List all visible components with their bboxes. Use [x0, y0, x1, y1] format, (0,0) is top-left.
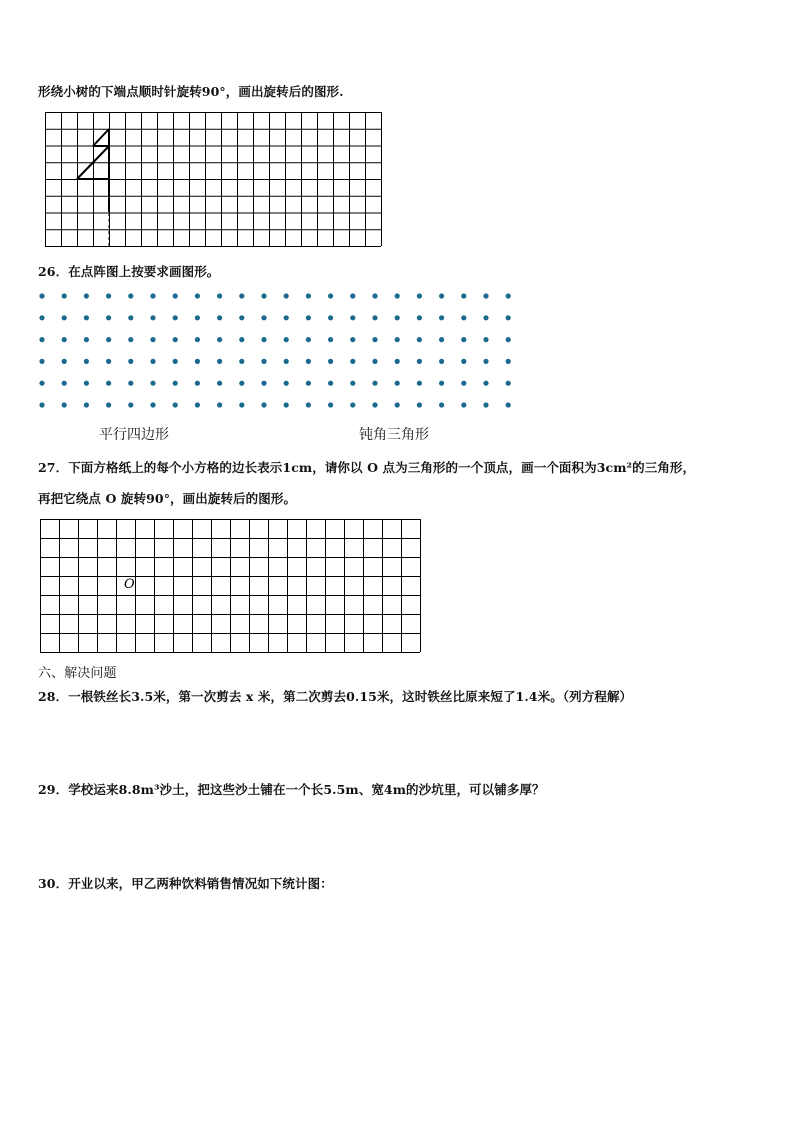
dot[interactable] [62, 359, 67, 364]
dot[interactable] [506, 315, 511, 320]
dot[interactable] [173, 293, 178, 298]
dot[interactable] [217, 337, 222, 342]
dot[interactable] [173, 402, 178, 407]
q27-text-line1: 27．下面方格纸上的每个小方格的边长表示1cm，请你以 O 点为三角形的一个顶点，画一个面积为3cm²的三角形， [38, 460, 696, 475]
dot[interactable] [417, 402, 422, 407]
dot[interactable] [150, 381, 155, 386]
dot[interactable] [62, 315, 67, 320]
dot[interactable] [461, 381, 466, 386]
dot[interactable] [372, 293, 377, 298]
dot[interactable] [483, 337, 488, 342]
dot[interactable] [84, 337, 89, 342]
dot[interactable] [195, 381, 200, 386]
dot[interactable] [483, 381, 488, 386]
dot[interactable] [350, 359, 355, 364]
dot[interactable] [128, 381, 133, 386]
q30-text: 30．开业以来，甲乙两种饮料销售情况如下统计图： [38, 876, 333, 891]
dot[interactable] [372, 359, 377, 364]
dot[interactable] [372, 381, 377, 386]
dot[interactable] [506, 381, 511, 386]
dot[interactable] [261, 381, 266, 386]
dot[interactable] [261, 402, 266, 407]
dot[interactable] [195, 293, 200, 298]
dot[interactable] [39, 337, 44, 342]
dot[interactable] [328, 359, 333, 364]
dot[interactable] [84, 359, 89, 364]
q27-text-line2: 再把它绕点 O 旋转90°，画出旋转后的图形。 [38, 491, 297, 506]
dot[interactable] [284, 402, 289, 407]
dot[interactable] [173, 381, 178, 386]
dot[interactable] [173, 337, 178, 342]
dot[interactable] [483, 315, 488, 320]
dot[interactable] [284, 381, 289, 386]
dot[interactable] [417, 337, 422, 342]
dot[interactable] [39, 293, 44, 298]
section6-title: 六、解决问题 [38, 666, 117, 681]
dot[interactable] [128, 402, 133, 407]
dot[interactable] [506, 359, 511, 364]
dot[interactable] [506, 402, 511, 407]
dot[interactable] [461, 337, 466, 342]
dot[interactable] [261, 337, 266, 342]
q26-dot-grid[interactable] [36, 290, 516, 410]
dot[interactable] [239, 381, 244, 386]
dot[interactable] [328, 337, 333, 342]
dot[interactable] [439, 402, 444, 407]
dot[interactable] [128, 293, 133, 298]
dot[interactable] [150, 359, 155, 364]
dot[interactable] [461, 315, 466, 320]
dot[interactable] [84, 402, 89, 407]
dot[interactable] [106, 359, 111, 364]
dot[interactable] [395, 402, 400, 407]
dot[interactable] [328, 402, 333, 407]
dot[interactable] [395, 293, 400, 298]
dot[interactable] [62, 293, 67, 298]
dot[interactable] [372, 402, 377, 407]
dot[interactable] [417, 315, 422, 320]
dot[interactable] [506, 337, 511, 342]
dot[interactable] [39, 402, 44, 407]
dot[interactable] [306, 381, 311, 386]
dot[interactable] [395, 315, 400, 320]
dot[interactable] [306, 337, 311, 342]
dot[interactable] [195, 337, 200, 342]
dot[interactable] [328, 293, 333, 298]
dot[interactable] [439, 293, 444, 298]
dot[interactable] [461, 293, 466, 298]
dot[interactable] [239, 337, 244, 342]
dot[interactable] [239, 359, 244, 364]
dot[interactable] [350, 402, 355, 407]
dot[interactable] [306, 315, 311, 320]
dot[interactable] [106, 337, 111, 342]
dot[interactable] [439, 337, 444, 342]
dot[interactable] [506, 293, 511, 298]
dot[interactable] [150, 293, 155, 298]
dot[interactable] [328, 381, 333, 386]
dot[interactable] [128, 337, 133, 342]
dot[interactable] [439, 315, 444, 320]
dot[interactable] [284, 293, 289, 298]
dot[interactable] [261, 359, 266, 364]
dot[interactable] [39, 381, 44, 386]
dot[interactable] [217, 402, 222, 407]
q25-text: 形绕小树的下端点顺时针旋转90°，画出旋转后的图形. [38, 84, 344, 99]
dot[interactable] [350, 337, 355, 342]
dot[interactable] [417, 381, 422, 386]
dot[interactable] [239, 315, 244, 320]
q29-text: 29．学校运来8.8m³沙土，把这些沙土铺在一个长5.5m、宽4m的沙坑里，可以铺多厚？ [38, 782, 545, 797]
dot[interactable] [128, 315, 133, 320]
dot[interactable] [128, 359, 133, 364]
dot[interactable] [84, 315, 89, 320]
dot[interactable] [195, 359, 200, 364]
dot[interactable] [217, 315, 222, 320]
q25-grid [45, 112, 382, 247]
dot[interactable] [106, 402, 111, 407]
dot[interactable] [461, 402, 466, 407]
dot[interactable] [150, 402, 155, 407]
dot[interactable] [84, 293, 89, 298]
dot[interactable] [62, 337, 67, 342]
dot[interactable] [395, 381, 400, 386]
dot[interactable] [483, 293, 488, 298]
dot[interactable] [239, 402, 244, 407]
dot[interactable] [217, 293, 222, 298]
dot[interactable] [439, 359, 444, 364]
dot[interactable] [106, 315, 111, 320]
q27-point-o-label: O [124, 577, 135, 592]
dot[interactable] [195, 402, 200, 407]
dot[interactable] [173, 315, 178, 320]
dot[interactable] [350, 315, 355, 320]
dot[interactable] [284, 359, 289, 364]
dot[interactable] [39, 315, 44, 320]
dot[interactable] [461, 359, 466, 364]
dot[interactable] [306, 359, 311, 364]
dot[interactable] [195, 315, 200, 320]
dot[interactable] [84, 381, 89, 386]
dot[interactable] [150, 315, 155, 320]
dot[interactable] [284, 315, 289, 320]
dot[interactable] [106, 293, 111, 298]
dot[interactable] [106, 381, 111, 386]
dot[interactable] [39, 359, 44, 364]
dot[interactable] [372, 315, 377, 320]
dot[interactable] [150, 337, 155, 342]
q28-text: 28．一根铁丝长3.5米，第一次剪去 x 米，第二次剪去0.15米，这时铁丝比原来短了1.4米。（列方程解） [38, 689, 633, 704]
dot[interactable] [217, 359, 222, 364]
dot[interactable] [261, 315, 266, 320]
q27-grid[interactable] [40, 519, 421, 652]
dot[interactable] [483, 402, 488, 407]
dot[interactable] [261, 293, 266, 298]
dot[interactable] [483, 359, 488, 364]
dot[interactable] [62, 402, 67, 407]
dot[interactable] [395, 359, 400, 364]
dot[interactable] [417, 359, 422, 364]
q26-label-obtuse-triangle: 钝角三角形 [359, 427, 429, 443]
dot[interactable] [239, 293, 244, 298]
dot[interactable] [350, 293, 355, 298]
dot[interactable] [284, 337, 289, 342]
dot[interactable] [217, 381, 222, 386]
q26-label-parallelogram: 平行四边形 [99, 427, 169, 443]
dot[interactable] [439, 381, 444, 386]
dot[interactable] [328, 315, 333, 320]
dot[interactable] [395, 337, 400, 342]
q26-text: 26．在点阵图上按要求画图形。 [38, 264, 220, 279]
dot[interactable] [350, 381, 355, 386]
dot[interactable] [62, 381, 67, 386]
dot[interactable] [417, 293, 422, 298]
dot[interactable] [306, 293, 311, 298]
dot[interactable] [372, 337, 377, 342]
dot[interactable] [306, 402, 311, 407]
dot[interactable] [173, 359, 178, 364]
